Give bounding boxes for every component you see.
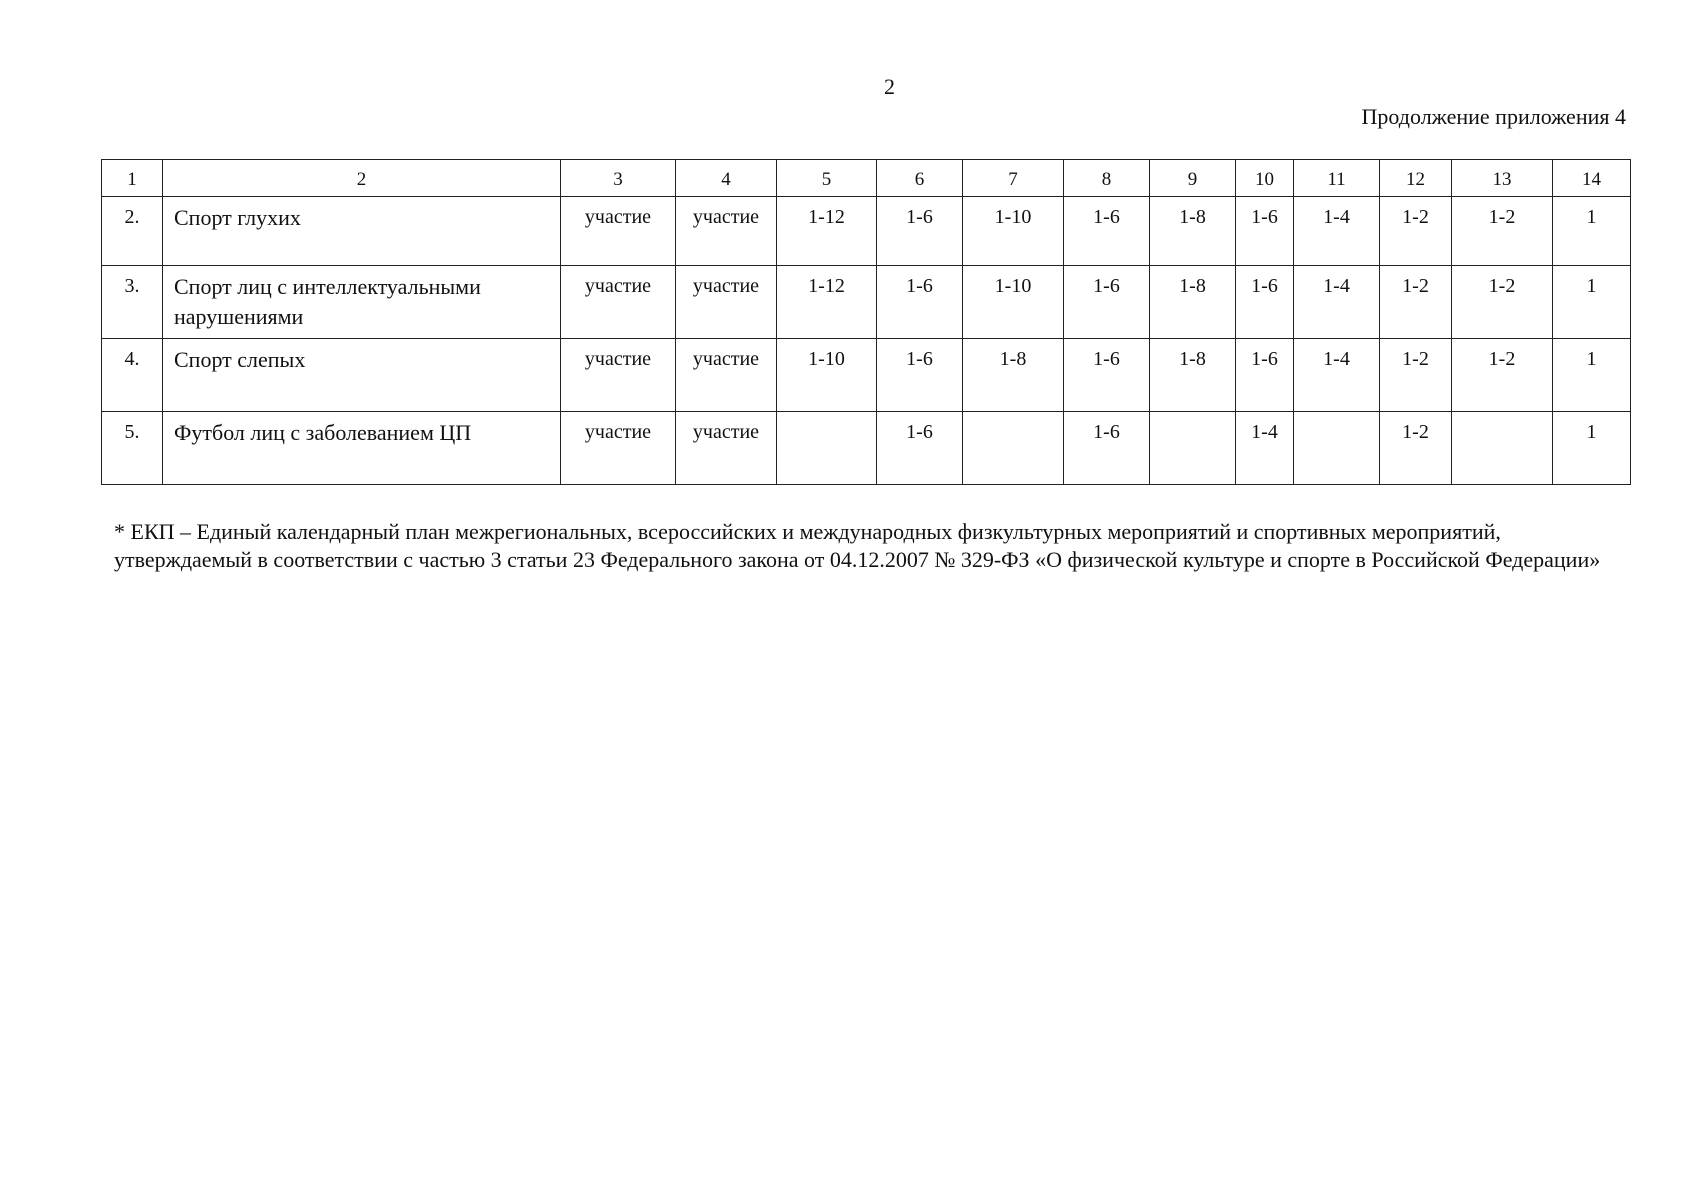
header-cell: 5 (777, 160, 877, 197)
table-cell: 1 (1553, 412, 1631, 485)
page-number: 2 (884, 74, 895, 99)
table-cell: 1-2 (1452, 197, 1553, 266)
table-cell: 1 (1553, 339, 1631, 412)
table-cell (963, 412, 1064, 485)
table-cell: 1-8 (1150, 339, 1236, 412)
table-cell: 1 (1553, 266, 1631, 339)
table-header-row (102, 160, 1631, 197)
table-cell: участие (561, 266, 676, 339)
header-cell: 12 (1380, 160, 1452, 197)
sport-name: Спорт лиц с интеллектуальными нарушениями (163, 266, 561, 339)
table-cell: 1-8 (963, 339, 1064, 412)
table-cell: участие (561, 412, 676, 485)
table-cell: участие (561, 197, 676, 266)
table-cell: 1-10 (963, 197, 1064, 266)
table-cell: 1-8 (1150, 197, 1236, 266)
table-cell: 1-6 (1064, 339, 1150, 412)
header-cell: 14 (1553, 160, 1631, 197)
table-row (102, 197, 1631, 266)
table-cell: участие (676, 266, 777, 339)
table-cell: 1-2 (1380, 412, 1452, 485)
header-cell: 4 (676, 160, 777, 197)
table-cell: 1-10 (777, 339, 877, 412)
table-cell: 1-6 (1064, 412, 1150, 485)
header-cell: 10 (1236, 160, 1294, 197)
row-number: 4. (102, 339, 163, 412)
header-cell: 11 (1294, 160, 1380, 197)
sport-name: Спорт слепых (163, 339, 561, 412)
table-cell (1452, 412, 1553, 485)
table-cell: 1-6 (877, 197, 963, 266)
continuation-label: Продолжение приложения 4 (1361, 104, 1626, 129)
table-cell: участие (676, 412, 777, 485)
table-cell: участие (676, 339, 777, 412)
sport-name: Футбол лиц с заболеванием ЦП (163, 412, 561, 485)
table-cell: 1-6 (1236, 266, 1294, 339)
table-cell (777, 412, 877, 485)
table-cell: 1-6 (1236, 339, 1294, 412)
table-cell: 1-6 (1064, 266, 1150, 339)
table-cell: 1-2 (1380, 266, 1452, 339)
table-cell: 1-6 (1064, 197, 1150, 266)
table-cell: 1-2 (1380, 197, 1452, 266)
table-cell: 1-6 (877, 412, 963, 485)
table-cell: 1-2 (1380, 339, 1452, 412)
table-cell: 1-4 (1236, 412, 1294, 485)
table-cell: 1-12 (777, 197, 877, 266)
table-cell: 1-6 (1236, 197, 1294, 266)
header-cell: 13 (1452, 160, 1553, 197)
header-cell: 3 (561, 160, 676, 197)
header-cell: 6 (877, 160, 963, 197)
table-cell: 1-6 (877, 339, 963, 412)
table-row (102, 412, 1631, 485)
table-row (102, 266, 1631, 339)
table-cell: 1-8 (1150, 266, 1236, 339)
header-cell: 7 (963, 160, 1064, 197)
header-cell: 1 (102, 160, 163, 197)
table-cell (1150, 412, 1236, 485)
table-cell: участие (676, 197, 777, 266)
table-cell (1294, 412, 1380, 485)
row-number: 2. (102, 197, 163, 266)
sport-name: Спорт глухих (163, 197, 561, 266)
table-cell: 1-10 (963, 266, 1064, 339)
table-cell: 1-2 (1452, 339, 1553, 412)
table-cell: 1-12 (777, 266, 877, 339)
table-cell: 1-4 (1294, 339, 1380, 412)
table-cell: 1-2 (1452, 266, 1553, 339)
table-cell: 1 (1553, 197, 1631, 266)
header-cell: 2 (163, 160, 561, 197)
sports-table (101, 159, 1631, 485)
table-cell: 1-6 (877, 266, 963, 339)
row-number: 5. (102, 412, 163, 485)
header-cell: 8 (1064, 160, 1150, 197)
table-cell: 1-4 (1294, 266, 1380, 339)
footnote: * ЕКП – Единый календарный план межрегиональных, всероссийских и международных физкультурных мероприятий и спортивных мероприятий, утверждаемый в соответствии с частью 3 статьи 23 Федерального закона от 04.12.2007 № 329-ФЗ «О физической культуре и спорте в Российской Федерации» (114, 519, 1601, 572)
header-cell: 9 (1150, 160, 1236, 197)
table-row (102, 339, 1631, 412)
table-cell: участие (561, 339, 676, 412)
table-cell: 1-4 (1294, 197, 1380, 266)
row-number: 3. (102, 266, 163, 339)
